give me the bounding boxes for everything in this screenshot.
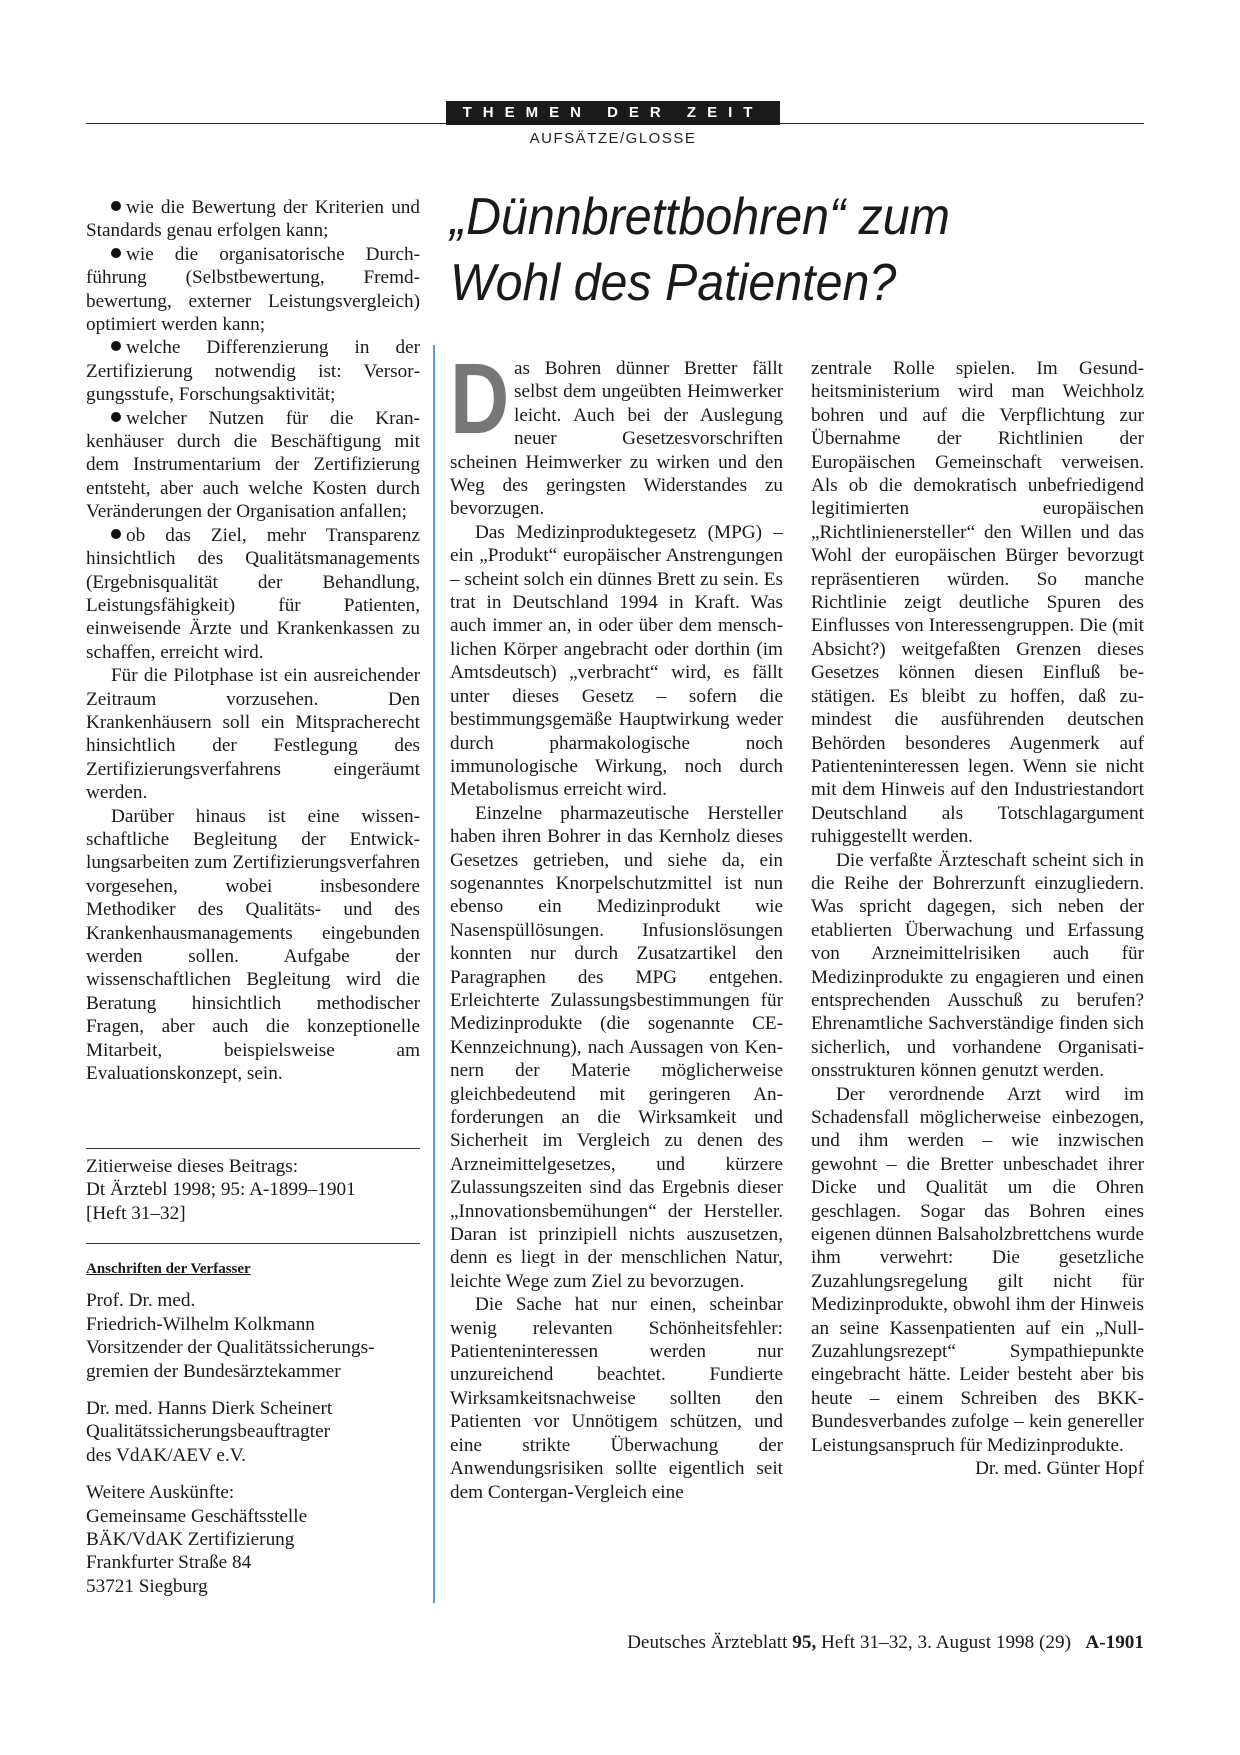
list-item: ob das Ziel, mehr Transparenz hinsichtlich des Qualitätsmanagements (Ergebnisqualität der Behandlung, Leistungsfähigkeit) für Patienten, einweisende Ärzte und Krankenkassen zu schaffen, erreicht wird. <box>86 524 420 663</box>
article-column-2 <box>450 343 783 1504</box>
left-column <box>86 196 420 1085</box>
bullet-icon <box>111 529 121 539</box>
page-number: A-1901 <box>1085 1632 1144 1653</box>
bullet-icon <box>111 341 121 351</box>
list-item: wie die organisatorische Durchführung (Selbstbewertung, Fremdbewertung, externer Leistungsvergleich) optimiert werden kann; <box>86 243 420 336</box>
article-column-3 <box>811 357 1144 1481</box>
authors-section <box>86 1258 420 1612</box>
citation-box <box>86 1148 420 1225</box>
contact-address: Weitere Auskünfte: Gemeinsame Geschäftsstelle BÄK/VdAK Zertifizierung Frankfurter Straße 84 53721 Siegburg <box>86 1482 308 1597</box>
volume: 95, <box>792 1632 817 1653</box>
issue-info: Heft 31–32, 3. August 1998 (29) <box>821 1632 1071 1653</box>
bullet-icon <box>111 248 121 258</box>
paragraph: zentrale Rolle spielen. Im Gesundheitsministerium wird man Weichholz bohren und auf die Verpflichtung zur Übernahme der Richtlinien der Europäischen Gemeinschaft verweisen. Als ob die demokratisch unbefriedigend legitimierten europäischen „Richtlinienersteller“ den Willen und das Wohl der europäischen Bürger bevorzugt repräsentieren würden. So manche Richtlinie zeigt deutliche Spuren des Einflusses von Interessengruppen. Die (mit Absicht?) weitgefaßten Grenzen dieses Gesetzes können diesen Einfluß bestätigen. Es bleibt zu hoffen, daß zumindest die ausführenden deutschen Behörden besonderes Augenmerk auf Patienteninteressen legen. Wenn sie nicht mit dem Hinweis auf den Industriestandort Deutschland als Totschlagargument ruhiggestellt werden. <box>811 358 1144 848</box>
authors-rule <box>86 1243 420 1244</box>
citation-label: Zitierweise dieses Beitrags: <box>86 1156 299 1177</box>
paragraph: Einzelne pharmazeutische Hersteller haben ihren Bohrer in das Kernholz dieses Gesetzes getrieben, und siehe da, ein sogenanntes Knorpelschutzmittel ist nun ebenso ein Medizinprodukt wie Nasenspüllösungen. Infusionslösungen konnten nur durch Zusatzartikel den Paragraphen des MPG entgehen. Erleichterte Zulassungsbestimmungen für Medizinprodukte (die sogenannte CE-Kennzeichnung), nach Aussagen von Kennern der Materie möglicherweise gleichbedeutend mit geringeren Anforderungen an die Wirksamkeit und Sicherheit im Vergleich zu denen des Arzneimittelgesetzes, und kürzere Zulassungszeiten sind das Ergebnis dieser „Innovationsbemühungen“ der Hersteller. Daran ist prinzipiell nichts auszusetzen, denn es liegt in der menschlichen Natur, leichte Wege zum Ziel zu bevorzugen. <box>450 802 783 1292</box>
list-item: wie die Bewertung der Kriterien und Standards genau erfolgen kann; <box>86 197 420 242</box>
author-address: Dr. med. Hanns Dierk Scheinert Qualitätssicherungsbeauftragter des VdAK/AEV e.V. <box>86 1398 333 1466</box>
column-divider <box>433 345 435 1603</box>
paragraph: Die Sache hat nur einen, scheinbar wenig relevanten Schönheitsfehler: Patienteninteressen werden nur unzureichend beachtet. Fundierte Wirksamkeitsnachweise sollten den Patienten vor Unnötigem schützen, und eine strikte Überwachung der Anwendungsrisiken sollte eigentlich seit dem Contergan-Vergleich eine <box>450 1294 783 1503</box>
authors-heading: Anschriften der Verfasser <box>86 1261 251 1277</box>
list-item: welcher Nutzen für die Krankenhäuser durch die Beschäftigung mit dem Instrumentarium der Zertifizierung entsteht, aber auch welche Kosten durch Veränderungen der Organisation anfallen; <box>86 407 420 523</box>
journal-name: Deutsches Ärzteblatt <box>627 1632 788 1653</box>
paragraph: Das Medizinproduktegesetz (MPG) – ein „Produkt“ europäischer Anstrengungen – scheint solch ein dünnes Brett zu sein. Es trat in Deutschland 1994 in Kraft. Was auch immer an, in oder über dem menschlichen Körper angebracht oder dorthin (im Amtsdeutsch) „verbracht“ wird, es fällt unter dieses Gesetz – sofern die bestimmungsgemäße Hauptwirkung weder durch pharmakologische noch immunologische Wirkung, noch durch Metabolismus erreicht wird. <box>450 521 783 801</box>
section-label: THEMEN DER ZEIT <box>446 101 780 125</box>
citation-issue: [Heft 31–32] <box>86 1202 186 1224</box>
bullet-icon <box>111 412 121 422</box>
paragraph: Der verordnende Arzt wird im Schadensfall möglicherweise einbezogen, und ihm werden – wie inzwischen gewohnt – die Bretter unbeschadet ihrer Dicke und Qualität um die Ohren geschlagen. Sogar das Bohren eines eigenen dünnen Balsaholzbrettchens wurde ihm verwehrt: Die gesetzliche Zuzahlungsregelung gilt nicht für Medizinprodukte, obwohl ihm der Hinweis an seine Kassenpatienten auf ein „Null-Zuzahlungsrezept“ Sympathiepunkte eingebracht hätte. Leider besteht aber bis heute – einem Schreiben des BKK-Bundesverbandes zufolge – kein genereller Leistungsanspruch für Medizinprodukte. Dr. med. Günter Hopf <box>811 1083 1144 1480</box>
paragraph: Für die Pilotphase ist ein ausreichender Zeitraum vorzusehen. Den Krankenhäusern soll ein Mitspracherecht hinsichtlich der Festlegung des Zertifizierungsverfahrens eingeräumt werden. <box>86 665 420 804</box>
list-item: welche Differenzierung in der Zertifizierung notwendig ist: Versorgungsstufe, Forschungsaktivität; <box>86 337 420 406</box>
paragraph: Das Bohren dünner Bretter fällt selbst dem ungeübten Heimwerker leicht. Auch bei der Auslegung neuer Gesetzesvorschriften scheinen Heimwerker zu wirken und den Weg des geringsten Widerstandes zu bevorzugen. <box>450 343 783 520</box>
citation-ref: Dt Ärztebl 1998; 95: A-1899–1901 <box>86 1179 356 1201</box>
article-title: „Dünnbrettbohren“ zum Wohl des Patienten? <box>450 188 950 312</box>
paragraph: Die verfaßte Ärzteschaft scheint sich in die Reihe der Bohrerzunft einzugliedern. Was spricht dagegen, sich neben der etablierten Überwachung und Erfassung von Arzneimittelrisiken auch für Medizinprodukte zu engagieren und einen entsprechenden Ausschuß zu berufen? Ehrenamtliche Sachverständige finden sich sicherlich, und vorhandene Organisationsstrukturen können genutzt werden. <box>811 849 1144 1082</box>
page-footer <box>627 1632 1144 1654</box>
author-signature: Dr. med. Günter Hopf <box>975 1458 1144 1480</box>
bullet-icon <box>111 201 121 211</box>
subsection-label: AUFSÄTZE/GLOSSE <box>529 130 697 147</box>
drop-cap: D <box>450 343 510 455</box>
author-address: Prof. Dr. med. Friedrich-Wilhelm Kolkmann Vorsitzender der Qualitätssicherungsgremien der Bundesärztekammer <box>86 1290 375 1382</box>
paragraph: Darüber hinaus ist eine wissenschaftliche Begleitung der Entwicklungsarbeiten zum Zertifizierungsverfahren vorgesehen, wobei insbesondere Methodiker des Qualitäts- und des Krankenhausmanagements eingebunden werden sollen. Aufgabe der wissenschaftlichen Begleitung wird die Beratung hinsichtlich methodischer Fragen, aber auch die konzeptionelle Mitarbeit, beispielsweise am Evaluationskonzept, sein. <box>86 805 420 1085</box>
